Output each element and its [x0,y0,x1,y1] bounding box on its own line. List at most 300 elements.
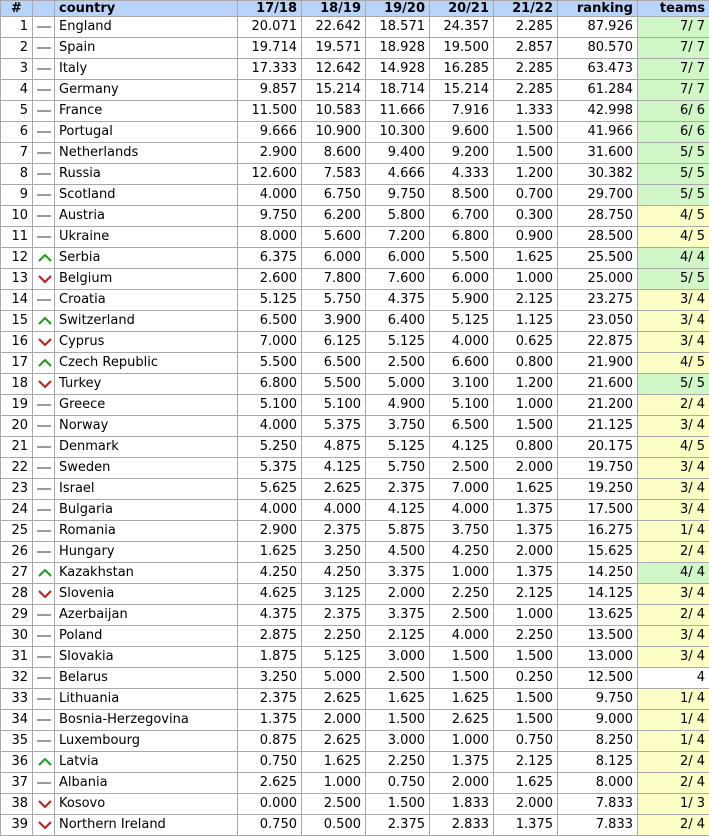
rank-number-cell: 31 [1,647,33,668]
ranking-cell: 13.625 [558,605,638,626]
season-21-22-cell: 1.625 [494,248,558,269]
season-18-19-cell: 3.125 [302,584,366,605]
season-17-18-cell: 9.666 [238,122,302,143]
trend-unchanged-icon [37,89,51,91]
country-name-cell: Russia [55,164,238,185]
teams-cell: 2/ 4 [638,542,709,563]
teams-cell: 4 [638,668,709,689]
trend-unchanged-icon [37,446,51,448]
header-ranking[interactable]: ranking [558,1,638,17]
teams-cell: 1/ 4 [638,710,709,731]
ranking-cell: 23.275 [558,290,638,311]
ranking-cell: 14.250 [558,563,638,584]
season-21-22-cell: 1.625 [494,773,558,794]
season-20-21-cell: 5.100 [430,395,494,416]
teams-cell: 7/ 7 [638,80,709,101]
teams-cell: 5/ 5 [638,143,709,164]
table-row [1,332,709,353]
season-19-20-cell: 1.500 [366,710,430,731]
rank-number-cell: 36 [1,752,33,773]
header-country[interactable]: country [55,1,238,17]
season-20-21-cell: 2.500 [430,605,494,626]
trend-up-icon [37,253,53,263]
ranking-cell: 63.473 [558,59,638,80]
ranking-cell: 28.500 [558,227,638,248]
ranking-cell: 25.000 [558,269,638,290]
country-name-cell: Luxembourg [55,731,238,752]
country-name-cell: Serbia [55,248,238,269]
country-name-cell: Turkey [55,374,238,395]
trend-cell [33,815,55,836]
season-21-22-cell: 0.625 [494,332,558,353]
rank-number-cell: 30 [1,626,33,647]
ranking-cell: 9.750 [558,689,638,710]
season-19-20-cell: 2.500 [366,668,430,689]
trend-cell [33,689,55,710]
ranking-cell: 21.200 [558,395,638,416]
season-18-19-cell: 5.375 [302,416,366,437]
teams-cell: 1/ 3 [638,794,709,815]
country-name-cell: Poland [55,626,238,647]
trend-cell [33,647,55,668]
trend-cell [33,521,55,542]
season-19-20-cell: 18.571 [366,17,430,38]
season-19-20-cell: 3.375 [366,605,430,626]
trend-cell [33,227,55,248]
trend-cell [33,269,55,290]
season-19-20-cell: 11.666 [366,101,430,122]
season-20-21-cell: 5.125 [430,311,494,332]
season-18-19-cell: 7.583 [302,164,366,185]
teams-cell: 2/ 4 [638,773,709,794]
season-20-21-cell: 4.250 [430,542,494,563]
header-19-20[interactable]: 19/20 [366,1,430,17]
season-17-18-cell: 1.375 [238,710,302,731]
trend-unchanged-icon [37,299,51,301]
season-18-19-cell: 4.875 [302,437,366,458]
rank-number-cell: 39 [1,815,33,836]
season-19-20-cell: 3.000 [366,731,430,752]
country-name-cell: Denmark [55,437,238,458]
table-row [1,563,709,584]
season-19-20-cell: 6.400 [366,311,430,332]
season-20-21-cell: 2.250 [430,584,494,605]
table-row [1,80,709,101]
season-18-19-cell: 1.000 [302,773,366,794]
trend-cell [33,185,55,206]
teams-cell: 4/ 5 [638,206,709,227]
header-teams[interactable]: teams [638,1,709,17]
season-21-22-cell: 2.250 [494,626,558,647]
season-18-19-cell: 2.625 [302,731,366,752]
table-row [1,731,709,752]
season-17-18-cell: 12.600 [238,164,302,185]
header-num[interactable]: # [1,1,33,17]
trend-cell [33,332,55,353]
season-19-20-cell: 14.928 [366,59,430,80]
trend-cell [33,122,55,143]
season-21-22-cell: 2.125 [494,752,558,773]
trend-unchanged-icon [37,488,51,490]
rank-number-cell: 12 [1,248,33,269]
rank-number-cell: 22 [1,458,33,479]
country-name-cell: Hungary [55,542,238,563]
season-18-19-cell: 6.000 [302,248,366,269]
season-19-20-cell: 5.000 [366,374,430,395]
table-row [1,122,709,143]
season-20-21-cell: 4.125 [430,437,494,458]
country-name-cell: Belarus [55,668,238,689]
ranking-cell: 29.700 [558,185,638,206]
season-17-18-cell: 6.800 [238,374,302,395]
table-row [1,437,709,458]
rank-number-cell: 5 [1,101,33,122]
season-18-19-cell: 0.500 [302,815,366,836]
season-21-22-cell: 1.500 [494,710,558,731]
rank-number-cell: 13 [1,269,33,290]
rank-number-cell: 1 [1,17,33,38]
country-name-cell: Portugal [55,122,238,143]
season-18-19-cell: 5.500 [302,374,366,395]
trend-down-icon [37,820,53,830]
season-20-21-cell: 6.000 [430,269,494,290]
season-21-22-cell: 0.700 [494,185,558,206]
country-name-cell: Germany [55,80,238,101]
rank-number-cell: 32 [1,668,33,689]
teams-cell: 3/ 4 [638,626,709,647]
table-row [1,605,709,626]
season-18-19-cell: 10.583 [302,101,366,122]
season-20-21-cell: 6.600 [430,353,494,374]
trend-down-icon [37,337,53,347]
season-20-21-cell: 8.500 [430,185,494,206]
trend-up-icon [37,316,53,326]
ranking-cell: 14.125 [558,584,638,605]
season-19-20-cell: 1.625 [366,689,430,710]
season-17-18-cell: 0.000 [238,794,302,815]
table-body [1,17,709,836]
trend-unchanged-icon [37,698,51,700]
header-21-22[interactable]: 21/22 [494,1,558,17]
trend-unchanged-icon [37,173,51,175]
rank-number-cell: 8 [1,164,33,185]
trend-cell [33,500,55,521]
teams-cell: 3/ 4 [638,479,709,500]
country-name-cell: Romania [55,521,238,542]
season-17-18-cell: 7.000 [238,332,302,353]
ranking-cell: 30.382 [558,164,638,185]
season-19-20-cell: 0.750 [366,773,430,794]
season-21-22-cell: 1.500 [494,143,558,164]
season-18-19-cell: 6.125 [302,332,366,353]
season-21-22-cell: 1.375 [494,563,558,584]
season-21-22-cell: 1.375 [494,521,558,542]
season-20-21-cell: 19.500 [430,38,494,59]
ranking-cell: 12.500 [558,668,638,689]
ranking-cell: 41.966 [558,122,638,143]
season-18-19-cell: 5.125 [302,647,366,668]
trend-cell [33,290,55,311]
teams-cell: 6/ 6 [638,101,709,122]
country-name-cell: Spain [55,38,238,59]
ranking-cell: 87.926 [558,17,638,38]
table-row [1,794,709,815]
season-21-22-cell: 2.000 [494,794,558,815]
season-20-21-cell: 2.833 [430,815,494,836]
trend-down-icon [37,274,53,284]
trend-unchanged-icon [37,782,51,784]
teams-cell: 3/ 4 [638,416,709,437]
season-21-22-cell: 1.625 [494,479,558,500]
ranking-cell: 42.998 [558,101,638,122]
table-row [1,101,709,122]
season-18-19-cell: 4.125 [302,458,366,479]
season-19-20-cell: 2.250 [366,752,430,773]
season-20-21-cell: 2.500 [430,458,494,479]
season-18-19-cell: 5.000 [302,668,366,689]
ranking-cell: 21.600 [558,374,638,395]
teams-cell: 7/ 7 [638,38,709,59]
rank-number-cell: 33 [1,689,33,710]
teams-cell: 7/ 7 [638,17,709,38]
season-19-20-cell: 4.125 [366,500,430,521]
table-row [1,752,709,773]
teams-cell: 2/ 4 [638,815,709,836]
season-20-21-cell: 6.500 [430,416,494,437]
season-17-18-cell: 5.500 [238,353,302,374]
country-name-cell: Azerbaijan [55,605,238,626]
season-19-20-cell: 4.375 [366,290,430,311]
country-name-cell: Kosovo [55,794,238,815]
season-20-21-cell: 6.700 [430,206,494,227]
season-18-19-cell: 5.750 [302,290,366,311]
ranking-cell: 21.900 [558,353,638,374]
ranking-cell: 61.284 [558,80,638,101]
country-name-cell: Italy [55,59,238,80]
season-18-19-cell: 1.625 [302,752,366,773]
rank-number-cell: 7 [1,143,33,164]
ranking-cell: 19.750 [558,458,638,479]
rank-number-cell: 29 [1,605,33,626]
trend-unchanged-icon [37,194,51,196]
country-name-cell: Belgium [55,269,238,290]
season-21-22-cell: 1.375 [494,500,558,521]
season-17-18-cell: 1.875 [238,647,302,668]
teams-cell: 1/ 4 [638,521,709,542]
trend-down-icon [37,589,53,599]
season-18-19-cell: 8.600 [302,143,366,164]
season-19-20-cell: 4.500 [366,542,430,563]
season-20-21-cell: 4.000 [430,500,494,521]
season-20-21-cell: 7.000 [430,479,494,500]
table-row [1,815,709,836]
rank-number-cell: 37 [1,773,33,794]
country-name-cell: Bosnia-Herzegovina [55,710,238,731]
season-17-18-cell: 3.250 [238,668,302,689]
table-row [1,353,709,374]
table-row [1,227,709,248]
country-name-cell: Czech Republic [55,353,238,374]
rank-number-cell: 21 [1,437,33,458]
table-row [1,647,709,668]
trend-unchanged-icon [37,215,51,217]
season-19-20-cell: 2.500 [366,353,430,374]
table-row [1,500,709,521]
rank-number-cell: 35 [1,731,33,752]
trend-cell [33,101,55,122]
table-row [1,458,709,479]
season-21-22-cell: 1.333 [494,101,558,122]
season-20-21-cell: 1.000 [430,731,494,752]
table-row [1,59,709,80]
season-18-19-cell: 6.200 [302,206,366,227]
season-18-19-cell: 3.900 [302,311,366,332]
rank-number-cell: 38 [1,794,33,815]
trend-cell [33,143,55,164]
ranking-cell: 13.000 [558,647,638,668]
trend-down-icon [37,379,53,389]
season-21-22-cell: 1.200 [494,374,558,395]
table-row [1,395,709,416]
table-row [1,479,709,500]
country-name-cell: Cyprus [55,332,238,353]
ranking-cell: 9.000 [558,710,638,731]
season-19-20-cell: 9.400 [366,143,430,164]
ranking-cell: 7.833 [558,794,638,815]
season-18-19-cell: 22.642 [302,17,366,38]
trend-unchanged-icon [37,656,51,658]
table-row [1,38,709,59]
teams-cell: 2/ 4 [638,395,709,416]
table-row [1,311,709,332]
season-18-19-cell: 6.750 [302,185,366,206]
header-trend [33,1,55,17]
trend-up-icon [37,568,53,578]
season-17-18-cell: 0.750 [238,752,302,773]
header-18-19[interactable]: 18/19 [302,1,366,17]
season-21-22-cell: 1.375 [494,815,558,836]
teams-cell: 4/ 5 [638,227,709,248]
table-row [1,689,709,710]
season-21-22-cell: 1.000 [494,395,558,416]
season-19-20-cell: 9.750 [366,185,430,206]
season-20-21-cell: 3.100 [430,374,494,395]
ranking-cell: 7.833 [558,815,638,836]
trend-unchanged-icon [37,236,51,238]
season-21-22-cell: 1.000 [494,269,558,290]
season-21-22-cell: 2.285 [494,17,558,38]
season-19-20-cell: 18.928 [366,38,430,59]
season-17-18-cell: 4.000 [238,185,302,206]
season-17-18-cell: 4.000 [238,416,302,437]
season-21-22-cell: 0.800 [494,353,558,374]
season-18-19-cell: 19.571 [302,38,366,59]
teams-cell: 3/ 4 [638,290,709,311]
ranking-cell: 8.250 [558,731,638,752]
season-20-21-cell: 9.200 [430,143,494,164]
table-row [1,521,709,542]
season-21-22-cell: 1.500 [494,647,558,668]
season-18-19-cell: 2.000 [302,710,366,731]
country-name-cell: Scotland [55,185,238,206]
teams-cell: 1/ 4 [638,731,709,752]
trend-cell [33,311,55,332]
trend-cell [33,17,55,38]
ranking-cell: 20.175 [558,437,638,458]
season-21-22-cell: 2.000 [494,542,558,563]
season-20-21-cell: 5.500 [430,248,494,269]
ranking-cell: 22.875 [558,332,638,353]
season-19-20-cell: 2.000 [366,584,430,605]
country-name-cell: Ukraine [55,227,238,248]
season-19-20-cell: 5.800 [366,206,430,227]
season-19-20-cell: 5.750 [366,458,430,479]
season-20-21-cell: 2.000 [430,773,494,794]
season-21-22-cell: 0.900 [494,227,558,248]
season-18-19-cell: 10.900 [302,122,366,143]
season-21-22-cell: 1.500 [494,689,558,710]
country-name-cell: Kazakhstan [55,563,238,584]
season-20-21-cell: 5.900 [430,290,494,311]
table-row [1,290,709,311]
season-20-21-cell: 1.833 [430,794,494,815]
trend-cell [33,437,55,458]
season-17-18-cell: 17.333 [238,59,302,80]
trend-unchanged-icon [37,719,51,721]
trend-cell [33,710,55,731]
season-19-20-cell: 6.000 [366,248,430,269]
trend-up-icon [37,358,53,368]
header-20-21[interactable]: 20/21 [430,1,494,17]
season-21-22-cell: 0.750 [494,731,558,752]
header-17-18[interactable]: 17/18 [238,1,302,17]
trend-unchanged-icon [37,425,51,427]
ranking-cell: 19.250 [558,479,638,500]
season-17-18-cell: 9.857 [238,80,302,101]
country-name-cell: Sweden [55,458,238,479]
trend-cell [33,626,55,647]
ranking-cell: 17.500 [558,500,638,521]
table-row [1,374,709,395]
rank-number-cell: 15 [1,311,33,332]
trend-cell [33,458,55,479]
rank-number-cell: 4 [1,80,33,101]
season-17-18-cell: 0.875 [238,731,302,752]
trend-cell [33,353,55,374]
rank-number-cell: 16 [1,332,33,353]
rank-number-cell: 14 [1,290,33,311]
trend-unchanged-icon [37,26,51,28]
country-name-cell: Slovenia [55,584,238,605]
season-18-19-cell: 2.500 [302,794,366,815]
season-21-22-cell: 1.000 [494,605,558,626]
season-17-18-cell: 5.125 [238,290,302,311]
trend-cell [33,584,55,605]
rank-number-cell: 2 [1,38,33,59]
ranking-cell: 8.000 [558,773,638,794]
ranking-cell: 15.625 [558,542,638,563]
table-row [1,248,709,269]
table-row [1,206,709,227]
season-17-18-cell: 6.375 [238,248,302,269]
season-19-20-cell: 18.714 [366,80,430,101]
season-19-20-cell: 7.200 [366,227,430,248]
season-17-18-cell: 5.375 [238,458,302,479]
season-17-18-cell: 6.500 [238,311,302,332]
rank-number-cell: 3 [1,59,33,80]
trend-unchanged-icon [37,152,51,154]
season-21-22-cell: 1.125 [494,311,558,332]
